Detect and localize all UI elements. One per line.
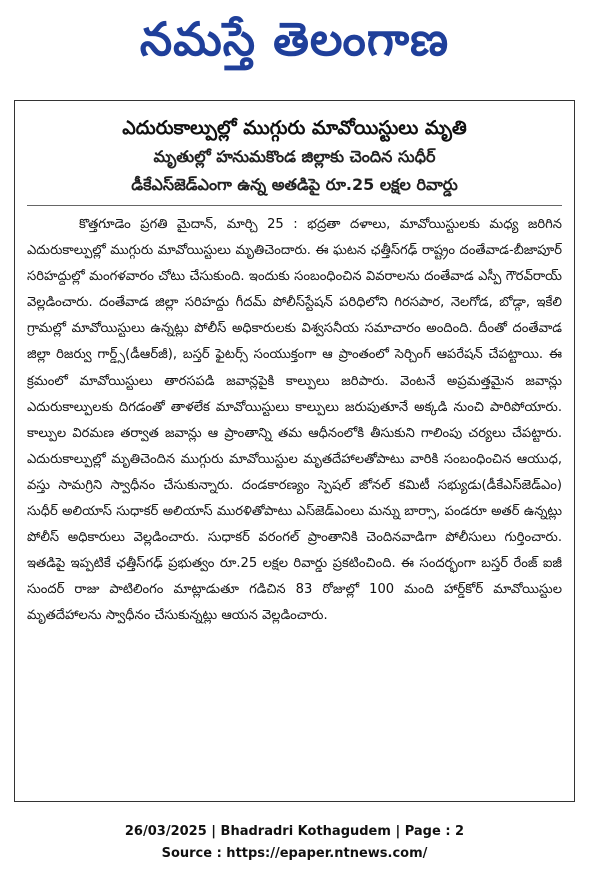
footer-source: Source : https://epaper.ntnews.com/: [161, 846, 428, 861]
divider: [27, 205, 562, 206]
footer-date-edition: 26/03/2025 | Bhadradri Kothagudem | Page : 2: [124, 824, 465, 839]
article-headline: ఎదురుకాల్పుల్లో ముగ్గురు మావోయిస్టులు మృతి: [122, 117, 467, 139]
masthead: [0, 0, 589, 90]
article-subhead-1: మృతుల్లో హనుమకొండ జిల్లాకు చెందిన సుధీర్: [153, 147, 436, 166]
article-clipping: [14, 100, 575, 802]
newspaper-logo: నమస్తే తెలంగాణ: [139, 12, 450, 66]
article-body: కొత్తగూడెం ప్రగతి మైదాన్, మార్చి 25 : భద్రతా దళాలు, మావోయిస్టులకు మధ్య జరిగిన ఎదురుకాల్పుల్లో ముగ్గురు మావోయిస్టులు మృతిచెందారు. ఈ ఘటన ఛత్తీస్‌గఢ్ రాష్ట్రం దంతేవాడ-బీజాపూర్ సరిహద్దుల్లో మంగళవారం చోటు చేసుకుంది. ఇందుకు సంబంధించిన వివరాలను దంతేవాడ ఎస్పీ గౌరవ్‌రాయ్ వెల్లడించారు. దంతేవాడ జిల్లా సరిహద్దు గీదమ్ పోలీస్‌స్టేషన్ పరిధిలోని గిరసపార, నెలగోడ, బోడ్గా, ఇకేలి గ్రామల్లో మావోయిస్టులు ఉన్నట్లు పోలీస్ అధికారులకు విశ్వసనీయ సమాచారం అందింది. దీంతో దంతేవాడ జిల్లా రిజర్వు గార్డ్స్(డీఆర్‌జీ), బస్తర్ ఫైటర్స్ సంయుక్తంగా ఆ ప్రాంతంలో సెర్చింగ్ ఆపరేషన్ చేపట్టాయి. ఈ క్రమంలో మావోయిస్టులు తారసపడి జవాన్లపైకి కాల్పులు జరిపారు. వెంటనే అప్రమత్తమైన జవాన్లు ఎదురుకాల్పులకు దిగడంతో తాళలేక మావోయిస్టులు కాల్పులు జరుపుతూనే అక్కడి నుంచి పారిపోయారు. కాల్పుల విరమణ తర్వాత జవాన్లు ఆ ప్రాంతాన్ని తమ ఆధీనంలోకి తీసుకుని గాలింపు చర్యలు చేపట్టారు. ఎదురుకాల్పుల్లో మృతిచెందిన ముగ్గురు మావోయిస్టుల మృతదేహాలతోపాటు వారికి సంబంధించిన ఆయుధ, వస్తు సామగ్రిని స్వాధీనం చేసుకున్నారు. దండకారణ్యం స్పెషల్ జోనల్ కమిటీ సభ్యుడు(డీకేఎస్‌జెడ్‌ఎం) సుధీర్ అలియాస్ సుధాకర్ అలియాస్ మురళితోపాటు ఎస్‌జెడ్‌ఎంలు మన్ను బార్సా, పండరూ అతర్ ఉన్నట్లు పోలీస్ అధికారులు వెల్లడించారు. సుధాకర్ వరంగల్ ప్రాంతానికి చెందినవాడిగా పోలీసులు గుర్తించారు. ఇతడిపై ఇప్పటికే ఛత్తీస్‌గఢ్ ప్రభుత్వం రూ.25 లక్షల రివార్డు ప్రకటించింది. ఈ సందర్భంగా బస్తర్ రేంజ్ ఐజీ సుందర్ రాజు పాటిలింగం మాట్లాడుతూ గడిచిన 83 రోజుల్లో 100 మంది హార్డ్‌కోర్ మావోయిస్టుల మృతదేహాలను స్వాధీనం చేసుకున్నట్లు ఆయన వెల్లడించారు.: [27, 217, 562, 624]
article-subhead-2: డీకేఎస్‌జెడ్‌ఎంగా ఉన్న అతడిపై రూ.25 లక్షల రివార్డు: [131, 175, 458, 194]
